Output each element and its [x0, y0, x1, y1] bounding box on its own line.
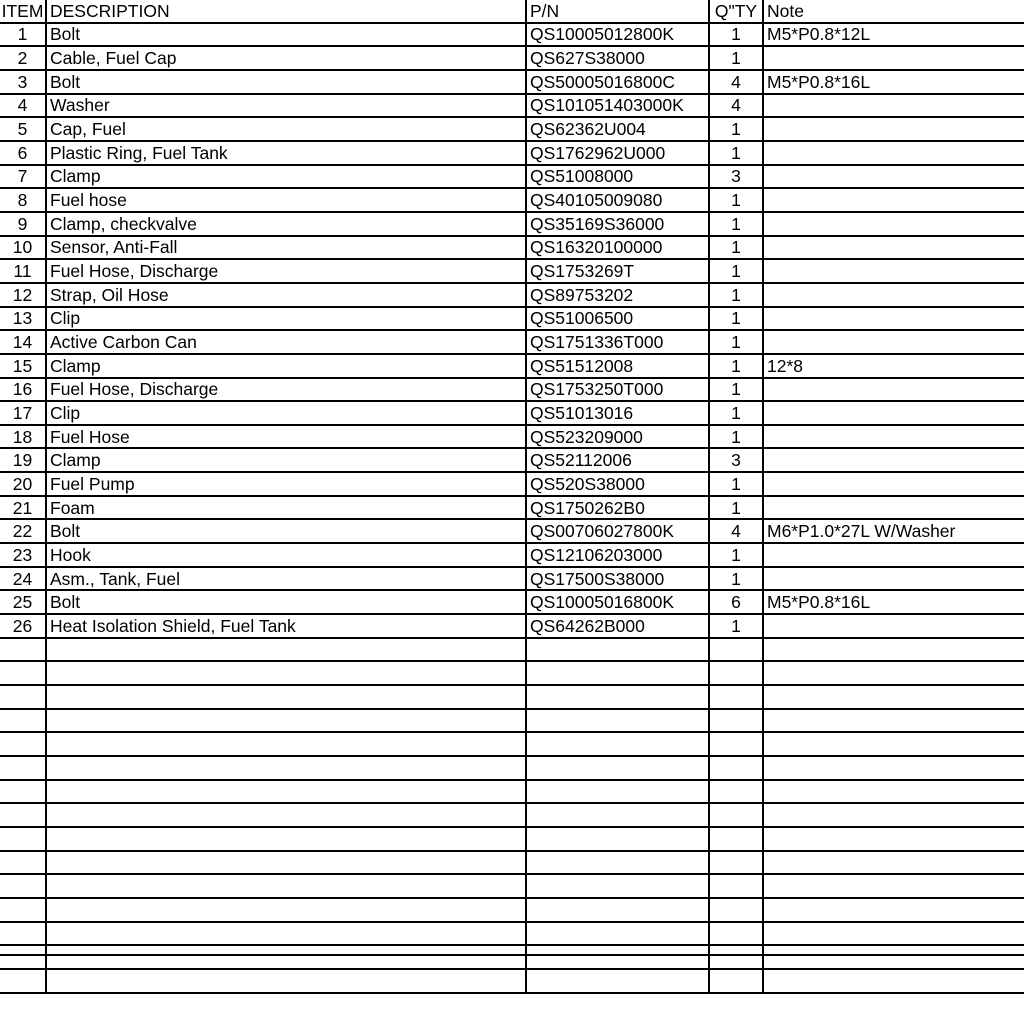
cell-item: 21	[0, 496, 46, 520]
cell-quantity: 3	[709, 448, 763, 472]
cell-note	[763, 141, 1024, 165]
header-description: DESCRIPTION	[46, 0, 526, 23]
header-row	[0, 0, 1024, 23]
cell-description	[46, 874, 526, 898]
cell-note	[763, 614, 1024, 638]
cell-description: Cable, Fuel Cap	[46, 46, 526, 70]
cell-item	[0, 638, 46, 662]
cell-quantity: 1	[709, 141, 763, 165]
cell-note	[763, 709, 1024, 733]
cell-note	[763, 874, 1024, 898]
cell-part-number: QS1762962U000	[526, 141, 709, 165]
cell-note	[763, 732, 1024, 756]
cell-description: Asm., Tank, Fuel	[46, 567, 526, 591]
cell-item: 11	[0, 259, 46, 283]
cell-part-number: QS62362U004	[526, 117, 709, 141]
cell-item	[0, 898, 46, 922]
cell-description: Clamp	[46, 165, 526, 189]
cell-description: Bolt	[46, 519, 526, 543]
table-row	[0, 259, 1024, 283]
cell-part-number: QS523209000	[526, 425, 709, 449]
cell-quantity	[709, 851, 763, 875]
cell-description: Heat Isolation Shield, Fuel Tank	[46, 614, 526, 638]
cell-note	[763, 969, 1024, 993]
table-row	[0, 756, 1024, 780]
table-row	[0, 638, 1024, 662]
cell-note	[763, 188, 1024, 212]
cell-item	[0, 945, 46, 969]
cell-note	[763, 283, 1024, 307]
cell-description: Clip	[46, 401, 526, 425]
cell-part-number	[526, 756, 709, 780]
parts-list-body	[0, 23, 1024, 993]
cell-part-number: QS627S38000	[526, 46, 709, 70]
table-row	[0, 283, 1024, 307]
cell-part-number: QS10005016800K	[526, 590, 709, 614]
header-note: Note	[763, 0, 1024, 23]
cell-description: Clamp	[46, 448, 526, 472]
cell-description: Clamp	[46, 354, 526, 378]
table-row	[0, 425, 1024, 449]
cell-quantity: 1	[709, 496, 763, 520]
cell-quantity: 3	[709, 165, 763, 189]
cell-part-number	[526, 638, 709, 662]
cell-note	[763, 165, 1024, 189]
cell-quantity: 1	[709, 236, 763, 260]
cell-note	[763, 307, 1024, 331]
table-row	[0, 969, 1024, 993]
cell-part-number: QS51512008	[526, 354, 709, 378]
cell-item: 16	[0, 378, 46, 402]
table-row	[0, 46, 1024, 70]
table-row	[0, 117, 1024, 141]
table-row	[0, 614, 1024, 638]
cell-part-number: QS1750262B0	[526, 496, 709, 520]
cell-note	[763, 851, 1024, 875]
cell-part-number: QS51006500	[526, 307, 709, 331]
cell-quantity	[709, 898, 763, 922]
cell-quantity	[709, 803, 763, 827]
cell-note: 12*8	[763, 354, 1024, 378]
cell-description	[46, 638, 526, 662]
cell-part-number	[526, 803, 709, 827]
cell-note	[763, 567, 1024, 591]
cell-note: M5*P0.8*12L	[763, 23, 1024, 47]
header-quantity: Q"TY	[709, 0, 763, 23]
cell-note	[763, 448, 1024, 472]
cell-part-number: QS89753202	[526, 283, 709, 307]
cell-note	[763, 685, 1024, 709]
cell-quantity	[709, 732, 763, 756]
table-row	[0, 519, 1024, 543]
cell-quantity: 1	[709, 330, 763, 354]
cell-item: 3	[0, 70, 46, 94]
cell-item	[0, 803, 46, 827]
cell-note	[763, 378, 1024, 402]
cell-quantity	[709, 945, 763, 969]
table-row	[0, 94, 1024, 118]
cell-part-number: QS40105009080	[526, 188, 709, 212]
cell-quantity: 1	[709, 425, 763, 449]
table-row	[0, 543, 1024, 567]
cell-part-number	[526, 874, 709, 898]
table-row	[0, 780, 1024, 804]
cell-description	[46, 898, 526, 922]
cell-note	[763, 780, 1024, 804]
cell-description: Strap, Oil Hose	[46, 283, 526, 307]
cell-part-number	[526, 685, 709, 709]
cell-description: Foam	[46, 496, 526, 520]
cell-item: 17	[0, 401, 46, 425]
cell-item: 10	[0, 236, 46, 260]
cell-item	[0, 732, 46, 756]
cell-part-number: QS16320100000	[526, 236, 709, 260]
cell-quantity	[709, 969, 763, 993]
cell-part-number	[526, 969, 709, 993]
cell-quantity: 1	[709, 259, 763, 283]
cell-item: 22	[0, 519, 46, 543]
cell-quantity: 1	[709, 567, 763, 591]
cell-item: 14	[0, 330, 46, 354]
cell-part-number	[526, 709, 709, 733]
cell-item	[0, 685, 46, 709]
cell-part-number: QS17500S38000	[526, 567, 709, 591]
cell-part-number	[526, 732, 709, 756]
cell-note	[763, 898, 1024, 922]
cell-part-number	[526, 851, 709, 875]
cell-description	[46, 709, 526, 733]
cell-part-number	[526, 898, 709, 922]
cell-quantity	[709, 709, 763, 733]
cell-note	[763, 236, 1024, 260]
header-item: ITEM	[0, 0, 46, 23]
cell-quantity	[709, 922, 763, 946]
cell-note	[763, 922, 1024, 946]
cell-quantity: 1	[709, 543, 763, 567]
cell-item: 23	[0, 543, 46, 567]
cell-item	[0, 969, 46, 993]
cell-note: M5*P0.8*16L	[763, 590, 1024, 614]
table-row	[0, 23, 1024, 47]
cell-note	[763, 945, 1024, 969]
table-row	[0, 945, 1024, 969]
cell-quantity: 1	[709, 307, 763, 331]
cell-quantity: 4	[709, 94, 763, 118]
cell-description	[46, 851, 526, 875]
cell-description: Bolt	[46, 590, 526, 614]
cell-part-number	[526, 661, 709, 685]
bottom-rule	[0, 954, 1024, 956]
cell-note	[763, 401, 1024, 425]
cell-part-number: QS35169S36000	[526, 212, 709, 236]
cell-item: 26	[0, 614, 46, 638]
cell-quantity: 1	[709, 472, 763, 496]
cell-item: 25	[0, 590, 46, 614]
cell-description	[46, 945, 526, 969]
table-row	[0, 354, 1024, 378]
cell-note	[763, 212, 1024, 236]
cell-quantity: 4	[709, 519, 763, 543]
cell-quantity	[709, 827, 763, 851]
cell-part-number	[526, 922, 709, 946]
cell-quantity: 1	[709, 283, 763, 307]
table-row	[0, 590, 1024, 614]
table-row	[0, 661, 1024, 685]
cell-note	[763, 803, 1024, 827]
table-row	[0, 803, 1024, 827]
cell-part-number: QS101051403000K	[526, 94, 709, 118]
table-row	[0, 472, 1024, 496]
cell-note	[763, 46, 1024, 70]
cell-item: 13	[0, 307, 46, 331]
table-row	[0, 827, 1024, 851]
cell-item: 19	[0, 448, 46, 472]
cell-description: Washer	[46, 94, 526, 118]
cell-note	[763, 330, 1024, 354]
cell-item: 7	[0, 165, 46, 189]
table-row	[0, 212, 1024, 236]
cell-description	[46, 661, 526, 685]
cell-description	[46, 780, 526, 804]
cell-quantity: 1	[709, 354, 763, 378]
cell-note	[763, 661, 1024, 685]
cell-description: Clamp, checkvalve	[46, 212, 526, 236]
cell-description	[46, 756, 526, 780]
cell-description: Hook	[46, 543, 526, 567]
table-row	[0, 378, 1024, 402]
cell-note	[763, 543, 1024, 567]
cell-item: 9	[0, 212, 46, 236]
table-row	[0, 188, 1024, 212]
cell-quantity: 1	[709, 614, 763, 638]
cell-description: Clip	[46, 307, 526, 331]
cell-note: M5*P0.8*16L	[763, 70, 1024, 94]
table-row	[0, 401, 1024, 425]
cell-description: Plastic Ring, Fuel Tank	[46, 141, 526, 165]
cell-item: 12	[0, 283, 46, 307]
cell-quantity: 1	[709, 212, 763, 236]
cell-part-number: QS52112006	[526, 448, 709, 472]
table-row	[0, 70, 1024, 94]
header-part-number: P/N	[526, 0, 709, 23]
cell-item: 18	[0, 425, 46, 449]
cell-part-number: QS1753269T	[526, 259, 709, 283]
cell-note	[763, 638, 1024, 662]
cell-note	[763, 94, 1024, 118]
cell-note	[763, 472, 1024, 496]
cell-item: 1	[0, 23, 46, 47]
cell-quantity: 6	[709, 590, 763, 614]
cell-part-number: QS50005016800C	[526, 70, 709, 94]
cell-item: 4	[0, 94, 46, 118]
table-row	[0, 141, 1024, 165]
table-row	[0, 496, 1024, 520]
cell-quantity: 1	[709, 117, 763, 141]
table-row	[0, 567, 1024, 591]
cell-description: Cap, Fuel	[46, 117, 526, 141]
cell-part-number	[526, 780, 709, 804]
table-row	[0, 851, 1024, 875]
cell-quantity: 1	[709, 188, 763, 212]
table-row	[0, 732, 1024, 756]
table-row	[0, 330, 1024, 354]
cell-item: 24	[0, 567, 46, 591]
cell-description: Fuel Hose, Discharge	[46, 378, 526, 402]
cell-quantity: 1	[709, 401, 763, 425]
cell-item: 8	[0, 188, 46, 212]
cell-quantity: 1	[709, 46, 763, 70]
cell-part-number: QS10005012800K	[526, 23, 709, 47]
table-row	[0, 922, 1024, 946]
cell-description: Active Carbon Can	[46, 330, 526, 354]
cell-note: M6*P1.0*27L W/Washer	[763, 519, 1024, 543]
cell-item	[0, 709, 46, 733]
cell-part-number: QS520S38000	[526, 472, 709, 496]
cell-description	[46, 732, 526, 756]
cell-quantity: 4	[709, 70, 763, 94]
cell-item	[0, 922, 46, 946]
table-row	[0, 448, 1024, 472]
cell-description	[46, 803, 526, 827]
cell-description: Fuel Hose, Discharge	[46, 259, 526, 283]
cell-description	[46, 827, 526, 851]
cell-description: Fuel hose	[46, 188, 526, 212]
cell-part-number	[526, 827, 709, 851]
cell-item	[0, 756, 46, 780]
table-row	[0, 165, 1024, 189]
cell-description: Bolt	[46, 70, 526, 94]
cell-item	[0, 780, 46, 804]
cell-description: Bolt	[46, 23, 526, 47]
cell-quantity	[709, 685, 763, 709]
table-row	[0, 307, 1024, 331]
cell-note	[763, 756, 1024, 780]
cell-note	[763, 496, 1024, 520]
cell-quantity	[709, 780, 763, 804]
cell-item: 15	[0, 354, 46, 378]
cell-note	[763, 259, 1024, 283]
cell-item	[0, 827, 46, 851]
cell-quantity: 1	[709, 23, 763, 47]
cell-item: 5	[0, 117, 46, 141]
table-row	[0, 236, 1024, 260]
cell-description: Sensor, Anti-Fall	[46, 236, 526, 260]
cell-description	[46, 922, 526, 946]
cell-part-number: QS00706027800K	[526, 519, 709, 543]
cell-item: 6	[0, 141, 46, 165]
cell-part-number: QS51013016	[526, 401, 709, 425]
cell-note	[763, 425, 1024, 449]
cell-quantity	[709, 874, 763, 898]
cell-quantity	[709, 638, 763, 662]
cell-part-number: QS64262B000	[526, 614, 709, 638]
cell-description: Fuel Hose	[46, 425, 526, 449]
cell-quantity	[709, 661, 763, 685]
cell-note	[763, 117, 1024, 141]
cell-item	[0, 661, 46, 685]
cell-part-number	[526, 945, 709, 969]
cell-description	[46, 685, 526, 709]
cell-item: 2	[0, 46, 46, 70]
table-row	[0, 709, 1024, 733]
cell-quantity: 1	[709, 378, 763, 402]
cell-description	[46, 969, 526, 993]
cell-part-number: QS51008000	[526, 165, 709, 189]
cell-item	[0, 851, 46, 875]
cell-note	[763, 827, 1024, 851]
cell-description: Fuel Pump	[46, 472, 526, 496]
cell-quantity	[709, 756, 763, 780]
cell-part-number: QS12106203000	[526, 543, 709, 567]
cell-part-number: QS1753250T000	[526, 378, 709, 402]
cell-item: 20	[0, 472, 46, 496]
cell-item	[0, 874, 46, 898]
table-row	[0, 685, 1024, 709]
table-row	[0, 874, 1024, 898]
table-row	[0, 898, 1024, 922]
cell-part-number: QS1751336T000	[526, 330, 709, 354]
